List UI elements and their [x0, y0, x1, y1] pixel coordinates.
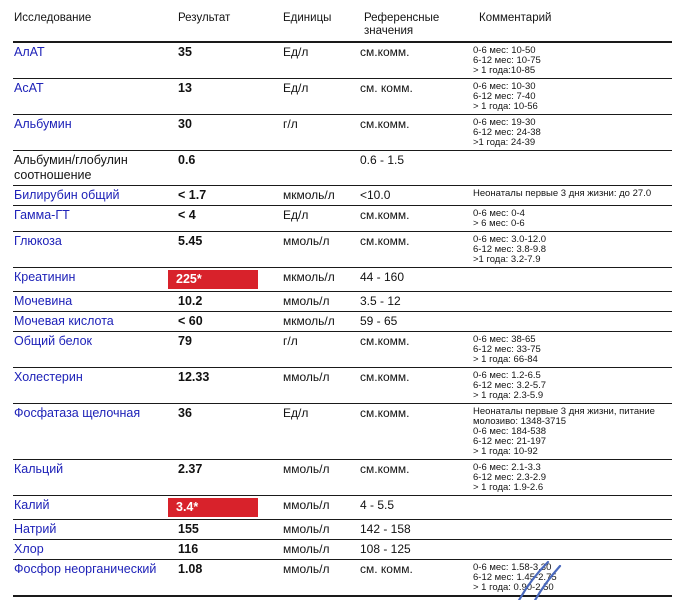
- comment-line: 6-12 мес: 24-38: [473, 127, 541, 138]
- result-value-text: 36: [178, 406, 192, 420]
- result-value: [177, 188, 282, 203]
- comment-cell: [472, 370, 672, 401]
- comment-line: 0-6 мес: 10-50: [473, 45, 536, 56]
- result-value-text: 155: [178, 522, 199, 536]
- result-value: [177, 294, 282, 309]
- result-value-text: < 1.7: [178, 188, 207, 202]
- result-value-text: 0.6: [178, 153, 196, 167]
- reference-range: 3.5 - 12: [360, 294, 401, 308]
- table-row: [13, 186, 672, 206]
- comment-line: Неонаталы первые 3 дня жизни: до 27.0: [473, 188, 652, 199]
- comment-line: >1 года: 24-39: [473, 137, 536, 148]
- result-value: [177, 153, 282, 168]
- comment-line: 6-12 мес: 21-197: [473, 436, 547, 447]
- table-row: [13, 540, 672, 560]
- result-value: [177, 562, 282, 577]
- table-row: [13, 404, 672, 460]
- comment-line: 6-12 мес: 3.2-5.7: [473, 380, 547, 391]
- table-row: [13, 232, 672, 268]
- test-name-link[interactable]: АлАТ: [14, 45, 45, 59]
- comment-cell: [472, 188, 672, 199]
- units-value: мкмоль/л: [283, 270, 335, 284]
- comment-line: 0-6 мес: 1.58-3.30: [473, 562, 552, 573]
- comment-line: > 1 года: 0.90-2.50: [473, 582, 554, 593]
- units-value: Ед/л: [283, 81, 309, 95]
- table-row: [13, 496, 672, 520]
- result-value: [177, 234, 282, 249]
- comment-line: 6-12 мес: 7-40: [473, 91, 536, 102]
- units-value: Ед/л: [283, 45, 309, 59]
- reference-range: см.комм.: [360, 370, 410, 384]
- result-value: [177, 81, 282, 96]
- units-value: ммоль/л: [283, 294, 330, 308]
- comment-line: 6-12 мес: 33-75: [473, 344, 541, 355]
- result-value: [177, 334, 282, 349]
- comment-line: 0-6 мес: 3.0-12.0: [473, 234, 547, 245]
- test-name-link[interactable]: Фосфор неорганический: [14, 562, 157, 576]
- reference-range: см.комм.: [360, 334, 410, 348]
- comment-line: > 6 мес: 0-6: [473, 218, 525, 229]
- comment-cell: [472, 294, 672, 295]
- comment-line: 6-12 мес: 2.3-2.9: [473, 472, 547, 483]
- table-row: [13, 560, 672, 597]
- table-row: [13, 268, 672, 292]
- units-value: мкмоль/л: [283, 188, 335, 202]
- comment-line: > 1 года: 1.9-2.6: [473, 482, 544, 493]
- reference-range: см.комм.: [360, 45, 410, 59]
- table-row: [13, 368, 672, 404]
- reference-range: см. комм.: [360, 81, 413, 95]
- result-value-text: 10.2: [178, 294, 203, 308]
- comment-cell: [472, 562, 672, 593]
- test-name-link[interactable]: Хлор: [14, 542, 44, 556]
- result-value: [177, 406, 282, 421]
- result-value-text: 12.33: [178, 370, 210, 384]
- result-value-abnormal: [177, 270, 282, 289]
- test-name-link[interactable]: Глюкоза: [14, 234, 62, 248]
- comment-cell: [472, 153, 672, 154]
- result-value-text: 5.45: [178, 234, 203, 248]
- result-value: [177, 45, 282, 60]
- test-name-link[interactable]: Калий: [14, 498, 50, 512]
- table-row: [13, 332, 672, 368]
- units-value: ммоль/л: [283, 370, 330, 384]
- result-value: [177, 522, 282, 537]
- result-value-text: 30: [178, 117, 192, 131]
- test-name-link[interactable]: Альбумин: [14, 117, 72, 131]
- result-value-text: 79: [178, 334, 192, 348]
- result-value: [177, 117, 282, 132]
- test-name-link[interactable]: Общий белок: [14, 334, 93, 348]
- comment-line: > 1 года: 10-56: [473, 101, 538, 112]
- comment-line: > 1 года: 10-92: [473, 446, 538, 457]
- units-value: ммоль/л: [283, 522, 330, 536]
- result-value-text: 116: [178, 542, 199, 556]
- table-row: [13, 151, 672, 186]
- comment-cell: [472, 406, 672, 457]
- result-value: [177, 314, 282, 329]
- comment-cell: [472, 522, 672, 523]
- result-value: [177, 542, 282, 557]
- reference-range: 0.6 - 1.5: [360, 153, 405, 167]
- comment-cell: [472, 314, 672, 315]
- comment-line: Неонаталы первые 3 дня жизни, питание молозиво: 1348-3715: [473, 406, 655, 427]
- test-name-link[interactable]: Фосфатаза щелочная: [14, 406, 141, 420]
- result-value-abnormal-badge: 225*: [168, 270, 258, 289]
- reference-range: см. комм.: [360, 562, 413, 576]
- test-name-link[interactable]: АсАТ: [14, 81, 44, 95]
- comment-line: 0-6 мес: 1.2-6.5: [473, 370, 541, 381]
- result-value-abnormal: [177, 498, 282, 517]
- comment-line: > 1 года: 2.3-5.9: [473, 390, 544, 401]
- result-value: [177, 370, 282, 385]
- table-row: [13, 115, 672, 151]
- test-name-label: Альбумин/глобулин соотношение: [14, 153, 128, 182]
- column-header-investigation: Исследование: [14, 12, 92, 24]
- units-value: мкмоль/л: [283, 314, 335, 328]
- reference-range: см.комм.: [360, 462, 410, 476]
- table-row: [13, 292, 672, 312]
- units-value: г/л: [283, 117, 298, 131]
- test-name-link[interactable]: Мочевина: [14, 294, 73, 308]
- comment-line: > 1 года: 66-84: [473, 354, 538, 365]
- test-name-link[interactable]: Натрий: [14, 522, 57, 536]
- comment-cell: [472, 117, 672, 148]
- comment-cell: [472, 45, 672, 76]
- comment-line: 0-6 мес: 19-30: [473, 117, 536, 128]
- comment-cell: [472, 270, 672, 271]
- column-header-units: Единицы: [283, 12, 332, 24]
- units-value: ммоль/л: [283, 462, 330, 476]
- reference-range: см.комм.: [360, 234, 410, 248]
- units-value: ммоль/л: [283, 542, 330, 556]
- units-value: ммоль/л: [283, 234, 330, 248]
- test-name-link[interactable]: Гамма-ГТ: [14, 208, 70, 222]
- table-row: [13, 312, 672, 332]
- reference-range: 44 - 160: [360, 270, 405, 284]
- test-name-link[interactable]: Холестерин: [14, 370, 83, 384]
- test-name-link[interactable]: Билирубин общий: [14, 188, 120, 202]
- column-header-comment: Комментарий: [479, 12, 552, 24]
- comment-cell: [472, 462, 672, 493]
- result-value: [177, 208, 282, 223]
- reference-range: 59 - 65: [360, 314, 398, 328]
- units-value: ммоль/л: [283, 562, 330, 576]
- comment-line: 6-12 мес: 10-75: [473, 55, 541, 66]
- result-value-text: 2.37: [178, 462, 203, 476]
- table-row: [13, 460, 672, 496]
- result-value-text: < 60: [178, 314, 203, 328]
- result-value-abnormal-badge: 3.4*: [168, 498, 258, 517]
- table-row: [13, 206, 672, 232]
- comment-line: 6-12 мес: 3.8-9.8: [473, 244, 547, 255]
- comment-line: 0-6 мес: 184-538: [473, 426, 547, 437]
- comment-cell: [472, 498, 672, 499]
- table-row: [13, 520, 672, 540]
- column-header-reference: Референсные значения: [364, 12, 440, 37]
- result-value-text: < 4: [178, 208, 196, 222]
- comment-cell: [472, 81, 672, 112]
- comment-line: 0-6 мес: 38-65: [473, 334, 536, 345]
- units-value: г/л: [283, 334, 298, 348]
- comment-line: 0-6 мес: 10-30: [473, 81, 536, 92]
- lab-results-table: [13, 0, 672, 597]
- table-row: [13, 43, 672, 79]
- column-header-result: Результат: [178, 12, 231, 24]
- result-value-text: 1.08: [178, 562, 203, 576]
- reference-range: см.комм.: [360, 208, 410, 222]
- comment-cell: [472, 334, 672, 365]
- units-value: Ед/л: [283, 208, 309, 222]
- test-name-link[interactable]: Креатинин: [14, 270, 76, 284]
- comment-cell: [472, 234, 672, 265]
- table-header: [13, 0, 672, 43]
- reference-range: 4 - 5.5: [360, 498, 395, 512]
- reference-range: см.комм.: [360, 406, 410, 420]
- reference-range: <10.0: [360, 188, 391, 202]
- test-name-link[interactable]: Кальций: [14, 462, 64, 476]
- comment-cell: [472, 542, 672, 543]
- reference-range: 142 - 158: [360, 522, 411, 536]
- result-value: [177, 462, 282, 477]
- comment-line: >1 года: 3.2-7.9: [473, 254, 541, 265]
- units-value: Ед/л: [283, 406, 309, 420]
- comment-line: > 1 года:10-85: [473, 65, 536, 76]
- reference-range: см.комм.: [360, 117, 410, 131]
- comment-line: 0-6 мес: 0-4: [473, 208, 525, 219]
- result-value-text: 13: [178, 81, 192, 95]
- units-value: ммоль/л: [283, 498, 330, 512]
- result-value-text: 35: [178, 45, 192, 59]
- test-name-link[interactable]: Мочевая кислота: [14, 314, 114, 328]
- comment-line: 6-12 мес: 1.45-2.75: [473, 572, 557, 583]
- table-row: [13, 79, 672, 115]
- table-body: [13, 43, 672, 597]
- reference-range: 108 - 125: [360, 542, 411, 556]
- comment-line: 0-6 мес: 2.1-3.3: [473, 462, 541, 473]
- comment-cell: [472, 208, 672, 229]
